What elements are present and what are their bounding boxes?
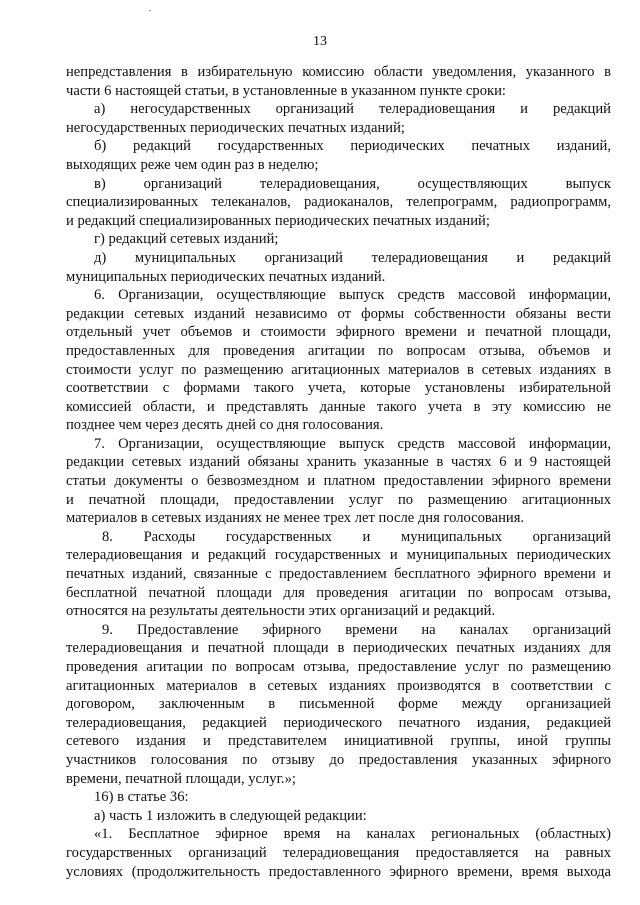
text-line: статьи документы о безвозмездном и платном предоставлении эфирного времени <box>66 473 611 490</box>
text-line: «1. Бесплатное эфирное время на каналах региональных (областных) <box>94 826 611 843</box>
text-line: 9. Предоставление эфирного времени на каналах организаций <box>102 621 611 638</box>
text-line: участников голосования по отзыву до предоставления указанных эфирного <box>66 751 611 768</box>
text-line: времени, печатной площади, услуг.»; <box>66 770 296 787</box>
text-line: в) организаций телерадиовещания, осуществляющих выпуск <box>94 175 611 192</box>
text-line: 6. Организации, осуществляющие выпуск средств массовой информации, <box>94 287 611 304</box>
text-line: д) муниципальных организаций телерадиовещания и редакций <box>94 249 611 266</box>
text-line: б) редакций государственных периодических печатных изданий, <box>94 138 611 155</box>
text-line: негосударственных периодических печатных изданий; <box>66 119 405 136</box>
text-line: бесплатной печатной площади для проведения агитации по вопросам отзыва, <box>66 584 611 601</box>
scan-speck <box>149 10 151 11</box>
text-line: а) часть 1 изложить в следующей редакции: <box>94 807 367 824</box>
text-line: телерадиовещания и печатной площади в периодических печатных изданиях для <box>66 640 611 657</box>
text-line: телерадиовещания, редакцией периодического печатного издания, редакцией <box>66 714 611 731</box>
text-line: отдельный учет объемов и стоимости эфирного времени и печатной площади, <box>66 324 611 341</box>
text-line: сетевого издания и представителем инициативной группы, иной группы <box>66 733 611 750</box>
text-line: проведения агитации по вопросам отзыва, предоставление услуг по размещению <box>66 659 611 675</box>
text-line: позднее чем через десять дней со дня голосования. <box>66 417 384 434</box>
text-line: и печатной площади, предоставлении услуг по размещению агитационных <box>66 491 611 508</box>
page-number: 13 <box>313 34 327 49</box>
text-line: муниципальных периодических печатных изданий. <box>66 268 386 285</box>
text-line: г) редакций сетевых изданий; <box>94 231 279 248</box>
text-line: комиссией области, и представлять данные такого учета в эту комиссию не <box>66 398 611 415</box>
text-line: части 6 настоящей статьи, в установленные в указанном пункте сроки: <box>66 82 506 99</box>
text-line: государственных организаций телерадиовещания предоставляется на равных <box>66 844 611 861</box>
text-line: агитационных материалов в сетевых изданиях производятся в соответствии с <box>66 677 611 694</box>
document-body <box>66 63 611 881</box>
text-line: стоимости услуг по размещению агитационных материалов в сетевых изданиях в <box>66 361 611 378</box>
text-line: а) негосударственных организаций телерадиовещания и редакций <box>94 101 611 118</box>
text-line: телерадиовещания и редакций государственных и муниципальных периодических <box>66 547 611 564</box>
text-line: специализированных телеканалов, радиоканалов, телепрограмм, радиопрограмм, <box>66 194 611 211</box>
text-line: соответствии с формами такого учета, которые установлены избирательной <box>66 380 611 397</box>
text-line: материалов в сетевых изданиях не менее трех лет после дня голосования. <box>66 510 525 527</box>
text-line: 8. Расходы государственных и муниципальных организаций <box>102 528 611 545</box>
text-line: печатных изданий, связанные с предоставлением бесплатного эфирного времени и <box>66 566 611 583</box>
text-line: условиях (продолжительность предоставленного эфирного времени, время выхода <box>66 863 611 880</box>
text-line: предоставленных для проведения агитации по вопросам отзыва, объемов и <box>66 342 611 359</box>
text-line: относятся на результаты деятельности этих организаций и редакций. <box>66 603 496 620</box>
text-line: редакции сетевых изданий независимо от формы собственности обязаны вести <box>66 305 611 322</box>
text-line: 7. Организации, осуществляющие выпуск средств массовой информации, <box>94 435 611 452</box>
text-line: непредставления в избирательную комиссию области уведомления, указанного в <box>66 64 611 80</box>
text-line: и редакций специализированных периодических печатных изданий; <box>66 212 490 229</box>
text-line: 16) в статье 36: <box>94 789 189 806</box>
text-line: выходящих реже чем один раз в неделю; <box>66 156 319 173</box>
text-line: редакции сетевых изданий обязаны хранить указанные в частях 6 и 9 настоящей <box>66 454 611 471</box>
text-line: договором, заключенным в письменной форме между организацией <box>66 696 611 713</box>
